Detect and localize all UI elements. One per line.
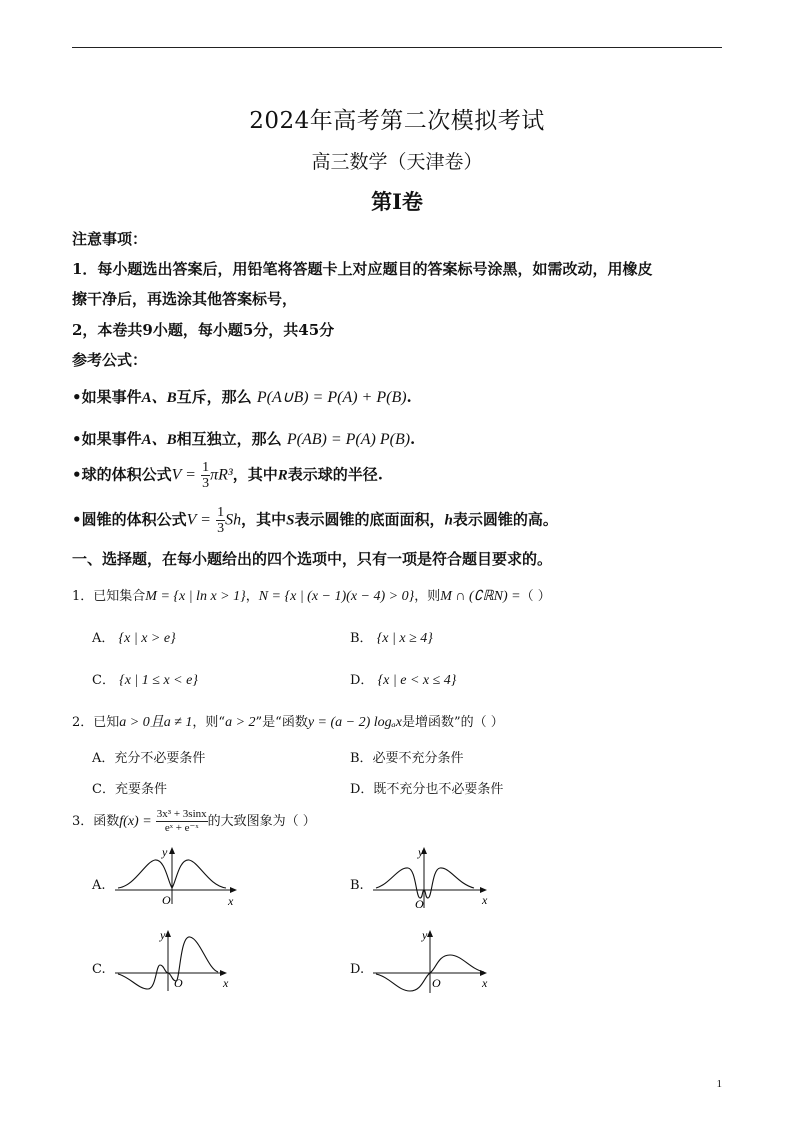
question-text: 是增函数”的（ ） [401,715,504,730]
header-rule [72,47,722,48]
option-label: B． [350,631,373,646]
x-arrow-icon [230,887,237,893]
formula-var: R [277,467,288,484]
question-expression: M ∩ (∁ℝN) = [440,589,521,604]
formula-text: 互斥，那么 [176,388,252,406]
question-text: ，则 [414,589,441,604]
formula-var: A、B [141,432,177,448]
option-label: A． [92,631,115,646]
q3-graph-c[interactable] [110,925,240,995]
y-arrow-icon [427,930,433,937]
formula-lhs: V = [186,511,211,529]
question-expression: a > 0且a ≠ 1 [119,715,193,730]
fraction-numerator: 3x³ + 3sinx [156,808,207,820]
question-2-stem [72,711,504,731]
q3-graph-b[interactable] [368,842,498,912]
question-expression: y = (a − 2) logₐx [307,715,402,730]
q1-option-a[interactable] [92,627,176,647]
y-axis-label: y [418,845,424,859]
formula-text: ，其中 [241,510,287,529]
set-n: N = {x | (x − 1)(x − 4) > 0} [258,589,415,604]
fraction-numerator: 1 [217,505,225,520]
formula-var: S [286,512,295,529]
x-axis-label: x [228,894,234,907]
origin-label: O [432,976,441,990]
q3-option-c-label[interactable]: C. [92,962,106,977]
note-item-1-line-1: 1．每小题选出答案后，用铅笔将答题卡上对应题目的答案标号涂黑，如需改动，用橡皮 [72,260,653,278]
option-value: {x | e < x ≤ 4} [377,673,457,688]
question-text: ，则“ [192,715,226,730]
formula-text: 相互独立，那么 [176,430,282,448]
volume-title: 第I卷 [371,189,423,214]
formula-var: A、B [141,390,177,406]
exam-subtitle: 高三数学（天津卷） [311,151,483,173]
option-label: D． [350,673,374,688]
origin-label: O [162,893,171,907]
question-text: ， [245,589,259,604]
formula-var: h [444,512,453,529]
formula-rhs: πR³ [210,466,233,484]
y-arrow-icon [169,847,175,854]
q3-option-a-label[interactable]: A. [92,878,106,893]
fraction-denominator: 3 [202,476,210,491]
formula-sphere [72,460,383,491]
fraction-denominator: eˣ + e⁻ˣ [164,822,199,834]
y-axis-label: y [422,928,428,942]
q3-option-b-label[interactable]: B. [350,878,364,893]
page-number: 1 [716,1078,722,1090]
q1-option-d[interactable] [350,669,456,689]
fraction-denominator: 3 [217,521,225,536]
question-1-stem [72,585,551,605]
function-name: f(x) = [119,814,152,829]
question-text: 2．已知 [72,715,120,730]
fraction-numerator: 1 [202,460,210,475]
question-text: ”是“函数 [255,715,308,730]
question-text: 1．已知集合 [72,589,146,604]
note-item-2: 2，本卷共9小题，每小题5分，共45分 [72,321,335,339]
formula-text: 表示圆锥的高。 [452,510,558,529]
option-value: {x | 1 ≤ x < e} [119,673,198,688]
formula-text: 表示球的半径. [287,465,383,484]
exam-title: 2024年高考第二次模拟考试 [249,108,545,134]
set-m: M = {x | ln x > 1} [145,589,246,604]
y-axis-label: y [162,845,168,859]
q1-option-c[interactable] [92,669,198,689]
question-3-stem [72,808,316,835]
q3-graph-d[interactable] [368,925,498,995]
q2-option-a[interactable]: A．充分不必要条件 [92,751,206,766]
formula-text: •如果事件 [72,388,142,406]
origin-label: O [415,897,424,911]
x-axis-label: x [482,893,488,907]
q3-graph-a[interactable] [110,842,240,907]
q1-option-b[interactable] [350,627,433,647]
formulas-heading: 参考公式： [72,351,148,369]
formula-cone [72,505,558,536]
question-text: 的大致图象为（ ） [207,814,316,829]
y-axis-label: y [160,928,166,942]
formula-text: ，其中 [232,465,278,484]
q2-option-b[interactable]: B．必要不充分条件 [350,751,464,766]
question-expression: a > 2 [225,715,256,730]
notes-heading: 注意事项： [72,230,148,248]
fraction [201,460,210,491]
option-value: {x | x > e} [118,631,176,646]
formula-lhs: V = [171,466,196,484]
formula-exclusive [72,386,412,407]
option-label: C． [92,673,115,688]
note-item-1-line-2: 擦干净后，再选涂其他答案标号， [72,290,298,308]
option-value: {x | x ≥ 4} [376,631,433,646]
section-1-heading: 一、选择题，在每小题给出的四个选项中，只有一项是符合题目要求的。 [72,550,553,568]
function-fraction [156,808,208,835]
formula-text: •圆锥的体积公式 [72,510,187,529]
q2-option-c[interactable]: C．充要条件 [92,782,167,797]
formula-independent [72,428,415,449]
formula-expression: P(A∪B) = P(A) + P(B) [256,389,407,406]
y-arrow-icon [165,930,171,937]
origin-label: O [174,976,183,990]
formula-text: 表示圆锥的底面面积， [294,510,445,529]
formula-end: . [410,430,416,448]
q2-option-d[interactable]: D．既不充分也不必要条件 [350,782,504,797]
x-axis-label: x [482,976,488,990]
curve [376,868,474,898]
formula-end: . [406,388,412,406]
formula-text: •球的体积公式 [72,465,172,484]
formula-rhs: Sh [225,511,242,529]
fraction [216,505,225,536]
answer-blank: （ ） [520,589,551,604]
formula-text: •如果事件 [72,430,142,448]
x-axis-label: x [223,976,229,990]
question-text: 3．函数 [72,814,120,829]
formula-expression: P(AB) = P(A) P(B) [286,431,411,448]
q3-option-d-label[interactable]: D. [350,962,365,977]
